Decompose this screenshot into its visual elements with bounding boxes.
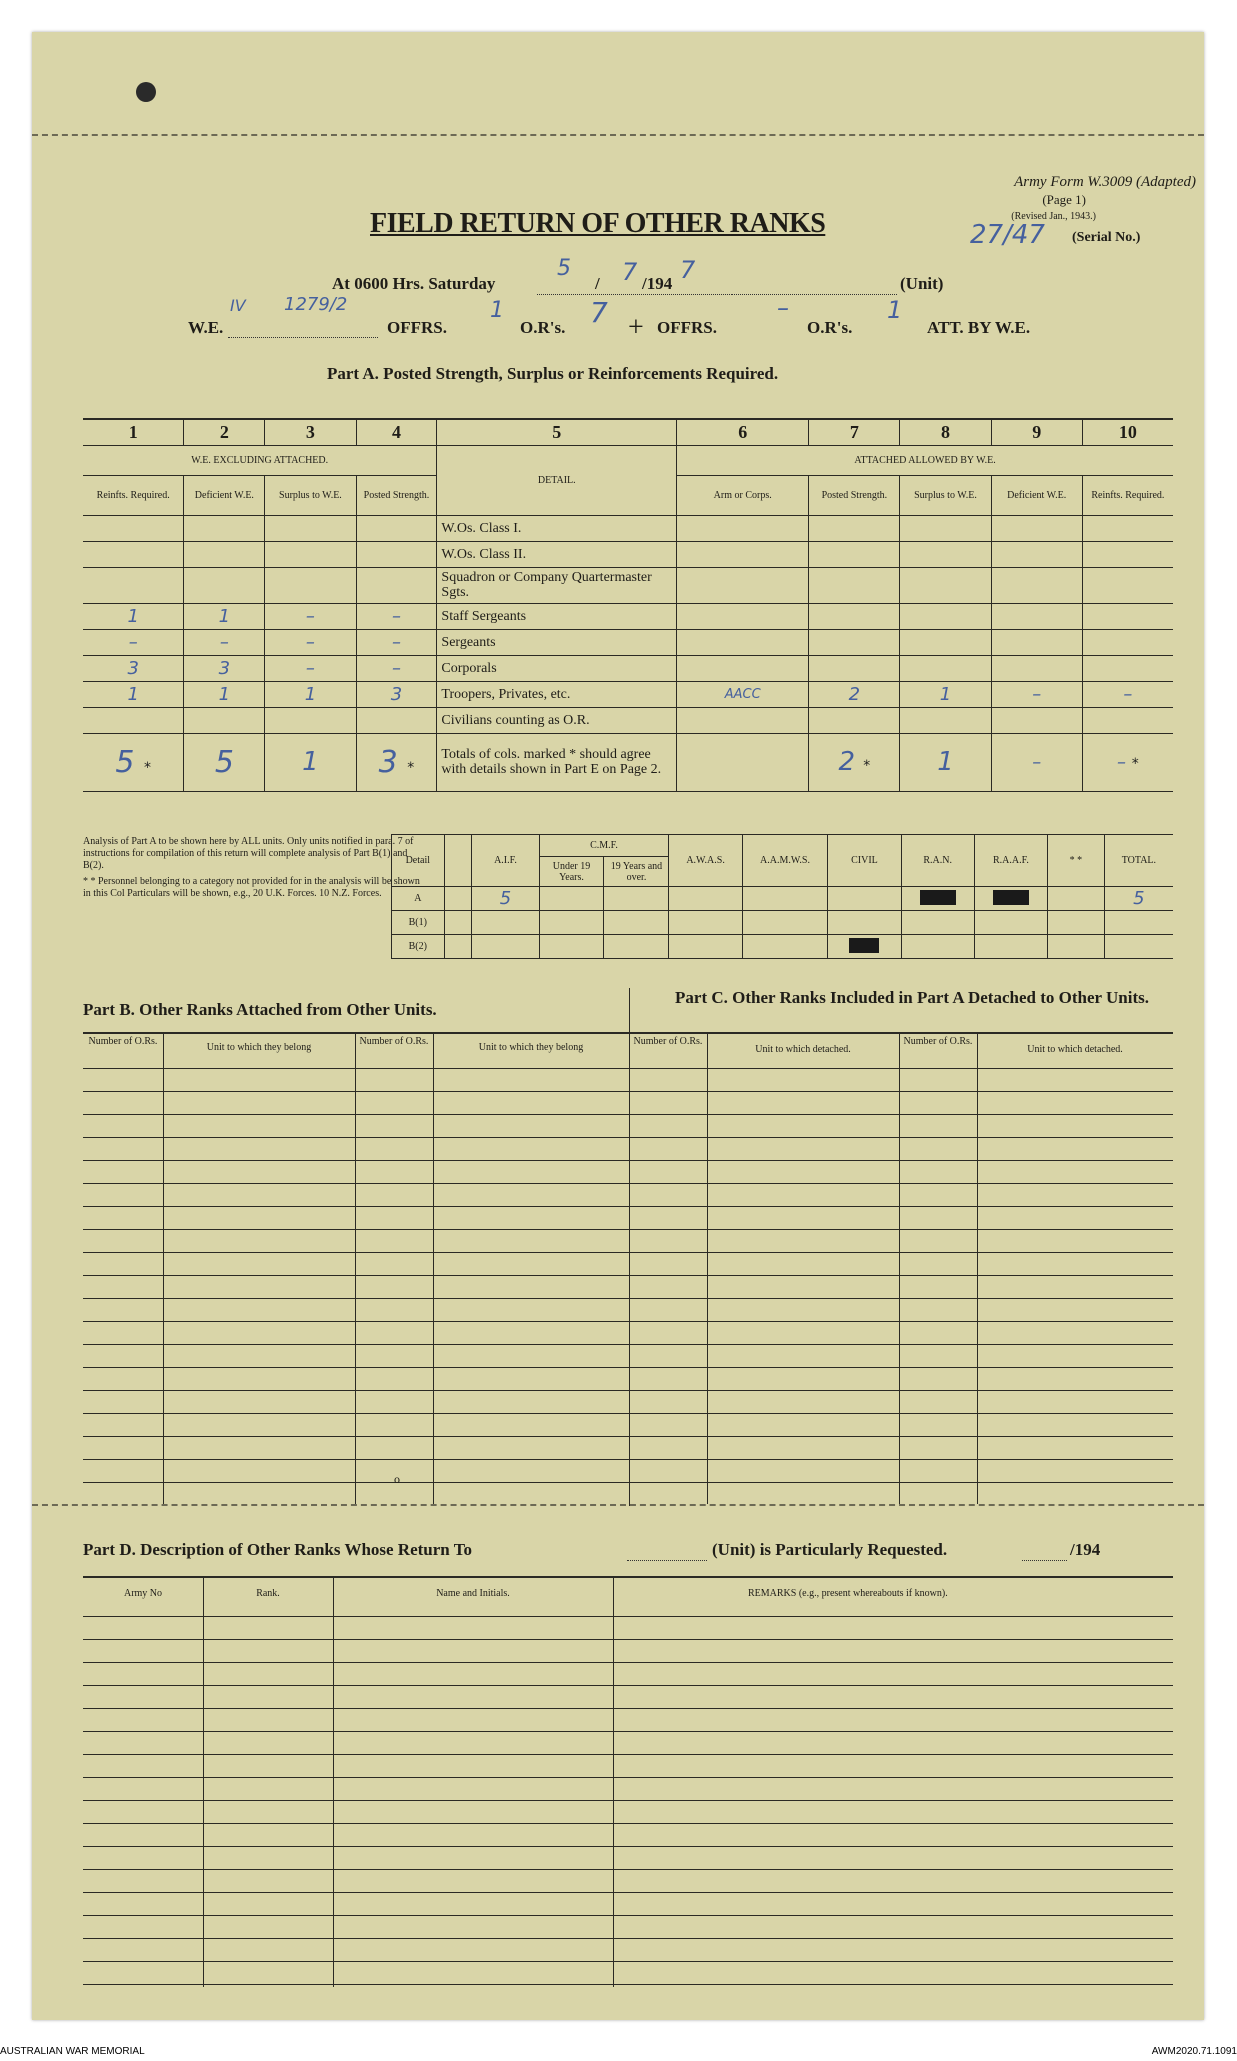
grid-line (977, 1034, 978, 1504)
grid-line (83, 1137, 1173, 1138)
grid-line (83, 1800, 1173, 1801)
grid-line (613, 1576, 614, 1987)
date-day-hw: 5 (557, 256, 571, 281)
grid-line (83, 1229, 1173, 1230)
part-a-row: W.Os. Class II. (83, 541, 1173, 567)
grid-line (83, 1321, 1173, 1322)
grid-line (83, 1160, 1173, 1161)
grid-line (83, 1662, 1173, 1663)
redaction (849, 938, 879, 953)
grid-line (83, 1639, 1173, 1640)
grid-line (83, 1938, 1173, 1939)
part-a-row: 1 1 1 3 Troopers, Privates, etc. AACC 2 1 – – (83, 681, 1173, 707)
part-a-title: Part A. Posted Strength, Surplus or Reinforcements Required. (327, 364, 779, 383)
grid-line (163, 1034, 164, 1504)
part-d-unit: (Unit) is Particularly Requested. (712, 1540, 948, 1559)
footer-left: AUSTRALIAN WAR MEMORIAL (0, 2046, 145, 2057)
grid-line (83, 1068, 1173, 1069)
unit-label: (Unit) (900, 274, 944, 293)
part-a-row: 1 1 – – Staff Sergeants (83, 603, 1173, 629)
grid-line (83, 1823, 1173, 1824)
grid-line (83, 1708, 1173, 1709)
grid-line (333, 1576, 334, 1987)
grid-line (83, 1413, 1173, 1414)
grid-line (629, 1034, 630, 1504)
grid-line (355, 1034, 356, 1504)
part-d-title: Part D. Description of Other Ranks Whose Return To (83, 1540, 472, 1559)
part-a-row: Civilians counting as O.R. (83, 707, 1173, 733)
grid-line (83, 1298, 1173, 1299)
part-c-title: Part C. Other Ranks Included in Part A Detached to Other Units. (675, 988, 1149, 1007)
grid-line (83, 1367, 1173, 1368)
grid-line (899, 1034, 900, 1504)
grid-line (83, 1091, 1173, 1092)
grid-line (83, 1846, 1173, 1847)
grid-line (83, 1731, 1173, 1732)
we-label: W.E. (188, 318, 224, 337)
serial-label: (Serial No.) (1072, 230, 1141, 245)
serial-number-hw: 27/47 (970, 220, 1045, 250)
punch-hole (136, 82, 156, 102)
grid-line (83, 1869, 1173, 1870)
grid-line (83, 1390, 1173, 1391)
grid-line (83, 1754, 1173, 1755)
analysis-notes: Analysis of Part A to be shown here by ALL units. Only units notified in para. 7 of instructions for compilation of this return will complete analysis of Part B(1) and B(2). * * Personnel belonging to a category not provided for in the analysis will be shown in this Col Particulars will be shown, e.g., 20 U.K. Forces. 10 N.Z. Forces. (83, 836, 420, 899)
grid-line (83, 1984, 1173, 1985)
grid-line (433, 1034, 434, 1504)
part-a-row: – – – – Sergeants (83, 629, 1173, 655)
year-prefix: /194 (642, 274, 673, 293)
part-a-table: 1 2 3 4 5 6 7 8 9 10 W.E. EXCLUDING ATTACHED. DETAIL. ATTACHED ALLOWED BY W.E. Reinfts. Required. Deficient W.E. Surplus to W.E. Posted Strength. Arm or Corps. Posted Strength. Surplus to W.E. Deficient W.E. Reinfts. Required. W.Os. Class I. W.Os. Class II. Squadron or Company Quartermaster Sgts. 1 1 – – Staff Sergeants – – – – Sergeants 3 3 – – Corporals 1 1 1 3 Troopers, Privates, etc. AACC 2 1 – – Civilians counting as O.R. 5 * 5 1 3 * Totals of cols. marked * should agree with details shown in Part E on Page 2. 2 * 1 – – * (83, 418, 1173, 792)
grid-line (83, 1482, 1173, 1483)
grid-line (83, 1961, 1173, 1962)
grid-line (83, 1915, 1173, 1916)
we-number-hw: 1279/2 (284, 294, 348, 315)
analysis-table: Detail A.I.F. C.M.F. A.W.A.S. A.A.M.W.S. CIVIL R.A.N. R.A.A.F. * * TOTAL. Under 19 Years. 19 Years and over. A 5 5 B(1) B(2) (391, 834, 1173, 959)
grid-line (83, 1275, 1173, 1276)
part-a-row: 3 3 – – Corporals (83, 655, 1173, 681)
form-sheet: Army Form W.3009 (Adapted) (Page 1) (Revised Jan., 1943.) 27/47 (Serial No.) FIELD RETURN OF OTHER RANKS At 0600 Hrs. Saturday 5 / 7 /194 7 (Unit) W.E. IV 1279/2 OFFRS. 1 O.R's. 7 + OFFRS. – O.R's. 1 ATT. BY W.E. Part A. Posted Strength, Surplus or Reinforcements Required. 1 2 3 4 5 6 7 8 9 10 W.E. EXCLUDING ATTACHED. DETAIL. ATTACHED ALLOWED BY W.E. Reinfts. Required. Deficient W.E. Surplus to W.E. Posted Strength. Arm or Corps. Posted Strength. Surplus to W.E. Deficient W.E. Reinfts. Required. W.Os. Class I. W.Os. Class II. Squadron or Company Quartermaster Sgts. 1 1 – – Staff Sergeants – – – – Sergeants 3 3 – – Corporals 1 1 1 3 Troopers, Privates, etc. AACC 2 1 – – Civilians counting as O.R. 5 * 5 1 3 * Totals of cols. marked * should agree with details shown in Part E on Page 2. 2 * 1 – – * Analysis of Part A to be shown here by ALL units. Only units notified in para. 7 of instructions for compilation of this return will complete analysis of Part B(1) and B(2). * * Personnel belonging to a category not provided for in the analysis will be shown in this Col Particulars will be shown, e.g., 20 U.K. Forces. 10 N.Z. Forces. Detail A.I.F. C.M.F. A.W.A.S. A.A.M.W.S. CIVIL R.A.N. R.A.A.F. * * TOTAL. Under 19 Years. 19 Years and over. A 5 5 B(1) B(2) Part B. Other Ranks Attached from Other Units. Part C. Other Ranks Included in Part A Detached to Other Units. Number of O.Rs. Unit to which they belong Number of O.Rs. Unit to which they belong Number of O.Rs. Unit to which detached. Number of O.Rs. Unit to which detached. o Part D. Description of Other Ranks Whose Return To (Unit) is Particularly Requested. /194 Army No Rank. Name and Initials. REMARKS (e.g., present whereabouts if known). (32, 32, 1204, 2020)
part-b-title: Part B. Other Ranks Attached from Other Units. (83, 1000, 437, 1019)
part-b-mark: o (394, 1472, 400, 1486)
grid-line (83, 1183, 1173, 1184)
ors-label-2: O.R's. (807, 318, 853, 337)
totals-label: Totals of cols. marked * should agree with details shown in Part E on Page 2. (437, 733, 677, 791)
grid-line (83, 1685, 1173, 1686)
att-label: ATT. BY W.E. (927, 318, 1031, 337)
part-a-row: W.Os. Class I. (83, 515, 1173, 541)
grid-line (83, 1114, 1173, 1115)
ors-hw-2: 1 (887, 296, 903, 324)
grid-line (83, 1252, 1173, 1253)
ors-label-1: O.R's. (520, 318, 566, 337)
redaction (920, 890, 956, 905)
date-month-hw: 7 (622, 258, 638, 286)
grid-line (203, 1576, 204, 1987)
year-suffix-hw: 7 (680, 256, 696, 284)
offrs-label-2: OFFRS. (657, 318, 717, 337)
form-title: FIELD RETURN OF OTHER RANKS (370, 208, 826, 239)
grid-line (707, 1034, 708, 1504)
grid-line (83, 1206, 1173, 1207)
offrs-label-1: OFFRS. (387, 318, 447, 337)
perforation-middle (32, 1504, 1204, 1506)
line-time: At 0600 Hrs. Saturday (332, 274, 496, 293)
form-number: Army Form W.3009 (Adapted) (Page 1) (Revised Jan., 1943.) (1011, 174, 1196, 222)
grid-line (83, 1436, 1173, 1437)
we-hw: IV (230, 296, 246, 315)
perforation-top (32, 134, 1204, 136)
footer-right: AWM2020.71.1091 (1151, 2046, 1237, 2057)
redaction (993, 890, 1029, 905)
offrs-hw-2: – (777, 294, 789, 322)
offrs-hw-1: 1 (490, 298, 504, 323)
part-a-row: Squadron or Company Quartermaster Sgts. (83, 567, 1173, 603)
grid-line (83, 1616, 1173, 1617)
part-d-date: /194 (1070, 1540, 1101, 1559)
grid-line (83, 1459, 1173, 1460)
plus-sign: + (628, 312, 644, 343)
grid-line (83, 1777, 1173, 1778)
ors-hw-1: 7 (590, 296, 608, 329)
grid-line (83, 1892, 1173, 1893)
grid-line (83, 1344, 1173, 1345)
